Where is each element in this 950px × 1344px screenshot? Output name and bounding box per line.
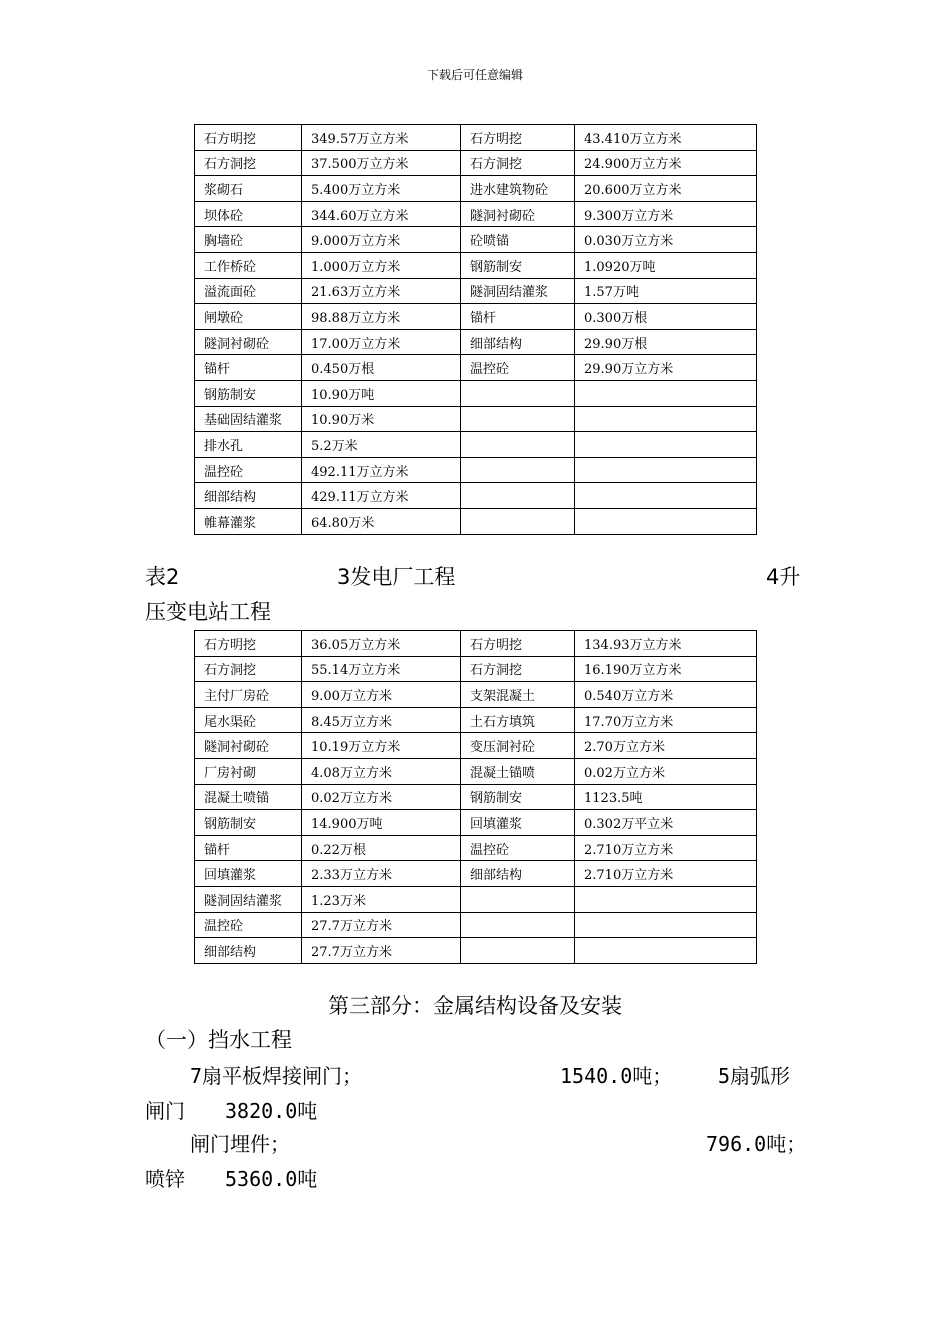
gate-line-1b: 1540.0吨； [560,1064,673,1088]
section-title: 第三部分：金属结构设备及安装 [328,994,622,1018]
table-cell: 工作桥砼 [195,252,302,278]
table-row [195,227,757,253]
table-2-body [195,631,757,964]
table-cell: 回填灌浆 [461,810,575,836]
table-cell: 344.60万立方米 [302,201,461,227]
table-row [195,784,757,810]
table-row [195,278,757,304]
table-cell: 0.540万立方米 [575,682,757,708]
table-cell: 混凝土锚喷 [461,758,575,784]
table-cell: 温控砼 [461,355,575,381]
table-row [195,150,757,176]
table-cell: 0.02万立方米 [302,784,461,810]
table-1-body [195,125,757,535]
table-cell: 温控砼 [195,457,302,483]
table-cell: 2.33万立方米 [302,861,461,887]
table-cell: 坝体砼 [195,201,302,227]
gate-line-3a: 闸门埋件； [190,1132,290,1156]
table-cell: 24.900万立方米 [575,150,757,176]
table-cell: 1.000万立方米 [302,252,461,278]
table-row [195,682,757,708]
table-cell: 石方明挖 [195,631,302,657]
table-cell: 55.14万立方米 [302,656,461,682]
table-cell: 1.57万吨 [575,278,757,304]
table-cell: 进水建筑物砼 [461,176,575,202]
table-cell: 2.710万立方米 [575,835,757,861]
table-cell: 石方洞挖 [195,656,302,682]
table-cell: 变压洞衬砼 [461,733,575,759]
table-cell: 134.93万立方米 [575,631,757,657]
table-cell: 隧洞衬砌砼 [195,733,302,759]
table-row [195,631,757,657]
table-cell [575,886,757,912]
table-cell [575,432,757,458]
table-cell: 钢筋制安 [195,380,302,406]
table-row [195,912,757,938]
table-cell: 1123.5吨 [575,784,757,810]
table-cell: 砼喷锚 [461,227,575,253]
table-cell: 0.450万根 [302,355,461,381]
table-cell [575,483,757,509]
table-cell: 锚杆 [461,304,575,330]
table-cell: 隧洞固结灌浆 [461,278,575,304]
gate-line-2: 闸门 3820.0吨 [145,1099,318,1123]
table-cell: 9.00万立方米 [302,682,461,708]
table-cell: 帷幕灌浆 [195,508,302,534]
table-cell: 尾水渠砼 [195,707,302,733]
table-cell: 闸墩砼 [195,304,302,330]
gate-line-1c: 5扇弧形 [718,1064,791,1088]
caption-power-plant: 3发电厂工程 [337,565,456,589]
table-row [195,483,757,509]
table-row [195,355,757,381]
quantities-table-2 [194,630,757,964]
table-cell: 0.302万平立米 [575,810,757,836]
table-cell [461,912,575,938]
table-cell: 21.63万立方米 [302,278,461,304]
table-cell [461,380,575,406]
table-cell: 细部结构 [461,861,575,887]
table-cell: 土石方填筑 [461,707,575,733]
table-cell: 2.70万立方米 [575,733,757,759]
table-cell: 隧洞固结灌浆 [195,886,302,912]
table-cell: 64.80万米 [302,508,461,534]
table-cell: 细部结构 [461,329,575,355]
table-row [195,329,757,355]
table-cell: 29.90万根 [575,329,757,355]
table-cell: 锚杆 [195,355,302,381]
table-cell: 回填灌浆 [195,861,302,887]
table-row [195,810,757,836]
table-cell: 43.410万立方米 [575,125,757,151]
table-row [195,406,757,432]
table-cell: 17.00万立方米 [302,329,461,355]
table-cell: 36.05万立方米 [302,631,461,657]
table-cell: 石方洞挖 [195,150,302,176]
table-cell: 胸墙砼 [195,227,302,253]
gate-line-3b: 796.0吨； [706,1132,807,1156]
table-cell [575,938,757,964]
table-cell: 溢流面砼 [195,278,302,304]
table-cell: 492.11万立方米 [302,457,461,483]
table-cell: 0.300万根 [575,304,757,330]
gate-line-1a: 7扇平板焊接闸门； [190,1064,363,1088]
table-row [195,656,757,682]
table-cell: 1.23万米 [302,886,461,912]
table-cell: 10.19万立方米 [302,733,461,759]
table-cell: 37.500万立方米 [302,150,461,176]
table-cell: 5.400万立方米 [302,176,461,202]
table-row [195,380,757,406]
table-row [195,861,757,887]
table-row [195,457,757,483]
table-cell: 石方洞挖 [461,656,575,682]
table-cell [461,432,575,458]
table-cell [461,483,575,509]
table-cell: 429.11万立方米 [302,483,461,509]
table-cell: 0.02万立方米 [575,758,757,784]
table-row [195,432,757,458]
table-cell [575,508,757,534]
table-cell: 钢筋制安 [195,810,302,836]
table-cell: 石方明挖 [461,631,575,657]
table-cell: 14.900万吨 [302,810,461,836]
table-cell: 厂房衬砌 [195,758,302,784]
table-cell: 9.000万立方米 [302,227,461,253]
table-cell: 29.90万立方米 [575,355,757,381]
table-cell: 锚杆 [195,835,302,861]
table-row [195,508,757,534]
table-cell: 细部结构 [195,938,302,964]
table-cell: 石方明挖 [195,125,302,151]
table-cell: 细部结构 [195,483,302,509]
table-cell: 349.57万立方米 [302,125,461,151]
table-cell: 17.70万立方米 [575,707,757,733]
table-cell: 4.08万立方米 [302,758,461,784]
table-row [195,733,757,759]
table-cell: 1.0920万吨 [575,252,757,278]
caption-substation-start: 4升 [766,565,801,589]
table-cell [461,457,575,483]
table-cell [461,508,575,534]
table-cell: 钢筋制安 [461,252,575,278]
table-cell: 2.710万立方米 [575,861,757,887]
caption-table-label: 表2 [145,565,180,589]
section-subtitle: （一）挡水工程 [145,1028,292,1052]
table-cell: 支架混凝土 [461,682,575,708]
table-cell: 石方洞挖 [461,150,575,176]
table-cell: 0.22万根 [302,835,461,861]
table-row [195,176,757,202]
table-cell: 27.7万立方米 [302,912,461,938]
quantities-table-1 [194,124,757,535]
table-row [195,252,757,278]
table-cell [575,457,757,483]
table-row [195,304,757,330]
table-cell: 石方明挖 [461,125,575,151]
table-cell: 98.88万立方米 [302,304,461,330]
table-row [195,938,757,964]
table-row [195,707,757,733]
table-cell [461,938,575,964]
table-row [195,125,757,151]
table-row [195,835,757,861]
table-cell: 隧洞衬砌砼 [461,201,575,227]
table-cell: 排水孔 [195,432,302,458]
table-cell: 主付厂房砼 [195,682,302,708]
table-cell: 8.45万立方米 [302,707,461,733]
table-cell [575,380,757,406]
table-cell [575,406,757,432]
table-cell: 0.030万立方米 [575,227,757,253]
table-cell: 隧洞衬砌砼 [195,329,302,355]
table-cell: 10.90万吨 [302,380,461,406]
page-header: 下载后可任意编辑 [426,68,523,82]
table-cell: 5.2万米 [302,432,461,458]
table-cell: 温控砼 [461,835,575,861]
table-cell [575,912,757,938]
table-cell [461,406,575,432]
caption-substation-rest: 压变电站工程 [145,600,271,624]
table-row [195,886,757,912]
table-cell: 基础固结灌浆 [195,406,302,432]
table-cell: 钢筋制安 [461,784,575,810]
table-cell: 16.190万立方米 [575,656,757,682]
table-row [195,201,757,227]
table-cell: 温控砼 [195,912,302,938]
table-cell [461,886,575,912]
table-cell: 浆砌石 [195,176,302,202]
table-cell: 27.7万立方米 [302,938,461,964]
table-cell: 10.90万米 [302,406,461,432]
table-row [195,758,757,784]
gate-line-4: 喷锌 5360.0吨 [145,1167,318,1191]
table-cell: 9.300万立方米 [575,201,757,227]
table-cell: 混凝土喷锚 [195,784,302,810]
table-cell: 20.600万立方米 [575,176,757,202]
